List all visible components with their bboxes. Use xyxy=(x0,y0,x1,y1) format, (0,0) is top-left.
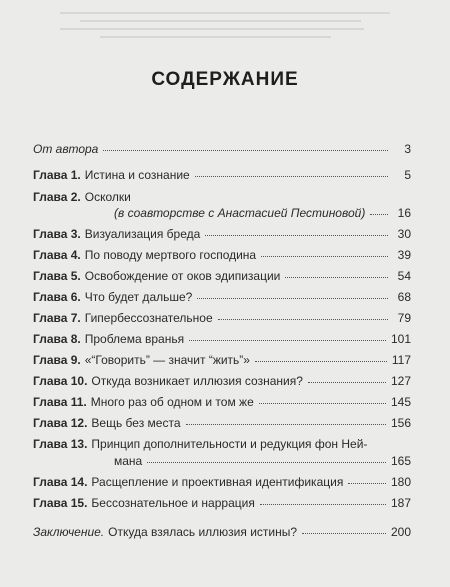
dot-leader xyxy=(259,400,386,404)
page-number: 30 xyxy=(397,227,411,241)
page-number: 68 xyxy=(397,290,411,304)
toc-entry-ch3 xyxy=(33,227,411,241)
toc-entry-ch1 xyxy=(33,168,411,182)
page-number: 187 xyxy=(390,496,411,510)
toc-entry-ch4 xyxy=(33,248,411,262)
dot-leader xyxy=(308,379,386,383)
table-of-contents xyxy=(33,142,411,539)
chapter-title: Бессознательное и наррация xyxy=(91,496,255,510)
chapter-label: Глава 8. xyxy=(33,332,81,346)
toc-entry-ch14 xyxy=(33,475,411,489)
toc-entry-ch13 xyxy=(33,437,411,468)
toc-entry-conclusion xyxy=(33,525,411,539)
page-number: 200 xyxy=(390,525,411,539)
chapter-title: Принцип дополнительности и редукция фон Ней- xyxy=(91,437,368,451)
conclusion-label: Заключение. xyxy=(33,525,105,539)
toc-entry-ch2 xyxy=(33,190,411,220)
chapter-title-continued: мана xyxy=(114,454,143,468)
chapter-title: Осколки xyxy=(84,190,131,204)
toc-entry-ch11 xyxy=(33,395,411,409)
page-number: 180 xyxy=(390,475,411,489)
chapter-label: Глава 6. xyxy=(33,290,81,304)
toc-entry-front xyxy=(33,142,411,156)
chapter-label: Глава 9. xyxy=(33,353,81,367)
bleed-through-text xyxy=(60,6,390,56)
toc-entry-ch12 xyxy=(33,416,411,430)
toc-entry-ch9 xyxy=(33,353,411,367)
dot-leader xyxy=(285,274,388,278)
chapter-title: Откуда возникает иллюзия сознания? xyxy=(91,374,303,388)
chapter-subtitle: (в соавторстве с Анастасией Пестиновой) xyxy=(114,206,366,220)
toc-entry-ch8 xyxy=(33,332,411,346)
chapter-label: Глава 12. xyxy=(33,416,88,430)
page-number: 127 xyxy=(390,374,411,388)
page-number: 16 xyxy=(397,206,411,220)
chapter-label: Глава 13. xyxy=(33,437,88,451)
page-number: 3 xyxy=(404,142,411,156)
page-number: 39 xyxy=(397,248,411,262)
dot-leader xyxy=(370,211,388,215)
conclusion-title: Откуда взялась иллюзия истины? xyxy=(108,525,298,539)
page-number: 117 xyxy=(391,353,411,367)
chapter-label: Глава 3. xyxy=(33,227,81,241)
chapter-label: Глава 1. xyxy=(33,168,81,182)
chapter-title: Расщепление и проективная идентификация xyxy=(91,475,344,489)
page-number: 54 xyxy=(397,269,411,283)
chapter-title: «“Говорить” — значит “жить”» xyxy=(84,353,250,367)
chapter-title: Визуализация бреда xyxy=(84,227,201,241)
toc-entry-ch6 xyxy=(33,290,411,304)
chapter-label: Глава 11. xyxy=(33,395,87,409)
chapter-title: Гипербессознательное xyxy=(84,311,213,325)
chapter-title: Много раз об одном и том же xyxy=(90,395,254,409)
dot-leader xyxy=(260,501,386,505)
chapter-title: Освобождение от оков эдипизации xyxy=(84,269,281,283)
chapter-title: Проблема вранья xyxy=(84,332,185,346)
page-number: 101 xyxy=(390,332,411,346)
page-number: 79 xyxy=(397,311,411,325)
dot-leader xyxy=(205,232,388,236)
page-number: 5 xyxy=(404,168,411,182)
page-number: 145 xyxy=(390,395,411,409)
dot-leader xyxy=(348,480,386,484)
chapter-title: По поводу мертвого господина xyxy=(84,248,257,262)
chapter-title: Что будет дальше? xyxy=(84,290,193,304)
front-label: От автора xyxy=(33,142,99,156)
chapter-label: Глава 7. xyxy=(33,311,81,325)
chapter-title: Истина и сознание xyxy=(84,168,190,182)
chapter-label: Глава 15. xyxy=(33,496,88,510)
dot-leader xyxy=(147,459,386,463)
chapter-title: Вещь без места xyxy=(91,416,181,430)
dot-leader xyxy=(302,530,386,534)
page-number: 165 xyxy=(390,454,411,468)
toc-entry-ch10 xyxy=(33,374,411,388)
dot-leader xyxy=(186,421,386,425)
toc-entry-ch7 xyxy=(33,311,411,325)
page-title: СОДЕРЖАНИЕ xyxy=(151,69,299,90)
toc-entry-ch5 xyxy=(33,269,411,283)
chapter-label: Глава 10. xyxy=(33,374,88,388)
dot-leader xyxy=(261,253,388,257)
dot-leader xyxy=(197,295,388,299)
dot-leader xyxy=(189,337,386,341)
dot-leader xyxy=(255,358,387,362)
page-number: 156 xyxy=(390,416,411,430)
chapter-label: Глава 4. xyxy=(33,248,81,262)
dot-leader xyxy=(195,173,388,177)
chapter-label: Глава 5. xyxy=(33,269,81,283)
chapter-label: Глава 14. xyxy=(33,475,88,489)
toc-entry-ch15 xyxy=(33,496,411,510)
chapter-label: Глава 2. xyxy=(33,190,81,204)
dot-leader xyxy=(103,147,388,151)
dot-leader xyxy=(218,316,388,320)
